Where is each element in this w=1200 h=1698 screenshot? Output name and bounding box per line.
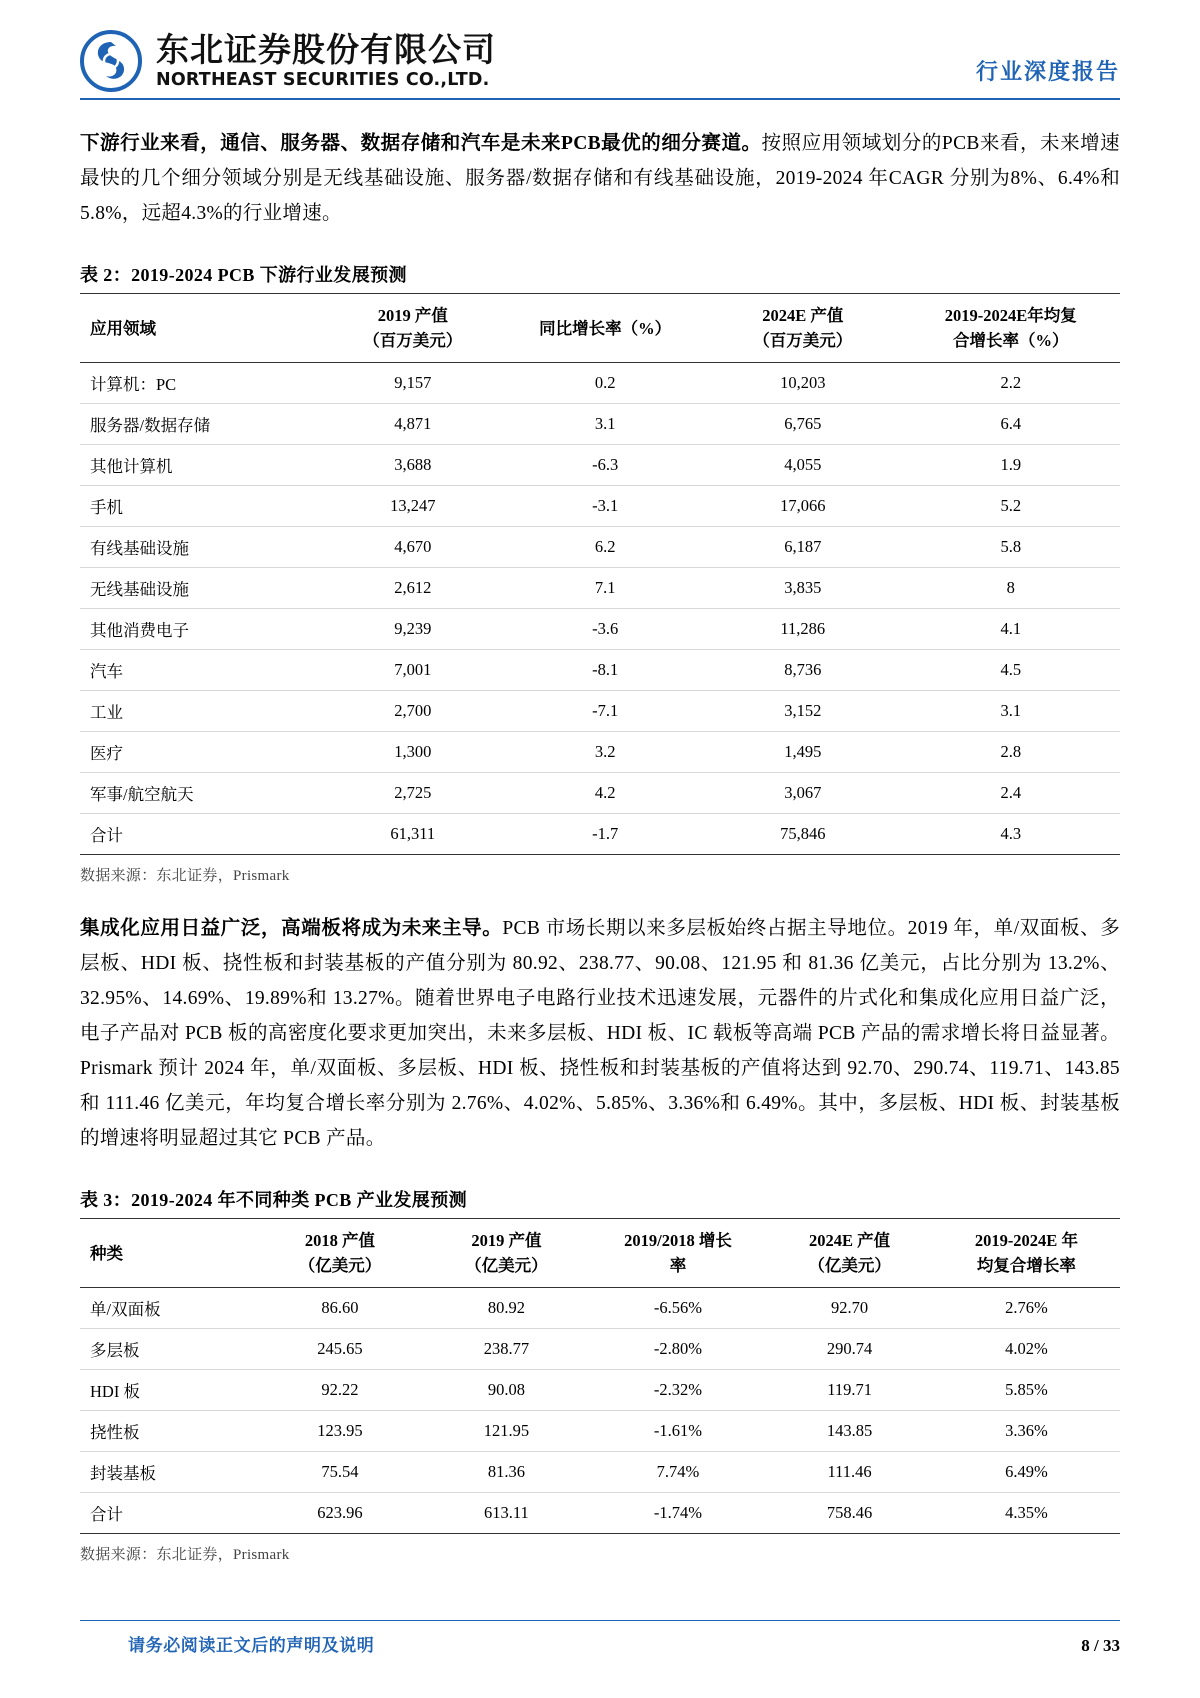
table-3-col-5-line2: 均复合增长率 [976, 1256, 1076, 1275]
table-3-col-0-line1: 种类 [90, 1243, 123, 1263]
table-3-col-1-line2: （亿美元） [298, 1256, 382, 1275]
row-value: 2,700 [319, 691, 506, 732]
row-value: 5.85% [933, 1370, 1120, 1411]
row-label: 多层板 [80, 1329, 257, 1370]
table-row [80, 568, 1120, 609]
row-value: 61,311 [319, 814, 506, 855]
row-value: 92.22 [257, 1370, 423, 1411]
row-value: 1,495 [704, 732, 902, 773]
table-3-header-row [80, 1219, 1120, 1288]
row-value: 5.2 [902, 486, 1120, 527]
table-2-col-4-line1: 2019-2024E年均复 [944, 306, 1077, 325]
mid-paragraph-lead: 集成化应用日益广泛，高端板将成为未来主导。 [80, 918, 503, 939]
row-value: 2,612 [319, 568, 506, 609]
row-value: 3,835 [704, 568, 902, 609]
table-row [80, 527, 1120, 568]
row-value: 6,765 [704, 404, 902, 445]
table-row [80, 1288, 1120, 1329]
table-row [80, 1493, 1120, 1534]
table-2-header-row [80, 294, 1120, 363]
table-row [80, 404, 1120, 445]
row-value: 623.96 [257, 1493, 423, 1534]
footer-row [80, 1631, 1120, 1656]
table-3-block [80, 1186, 1120, 1564]
row-value: 17,066 [704, 486, 902, 527]
table-2-col-4-line2: 合增长率（%） [953, 331, 1069, 350]
row-value: 123.95 [257, 1411, 423, 1452]
row-value: 3,067 [704, 773, 902, 814]
row-label: 计算机：PC [80, 363, 319, 404]
table-3-col-4 [766, 1219, 932, 1288]
row-value: 2.2 [902, 363, 1120, 404]
row-value: 86.60 [257, 1288, 423, 1329]
row-value: 6.4 [902, 404, 1120, 445]
row-value: -6.56% [590, 1288, 767, 1329]
row-value: 3.36% [933, 1411, 1120, 1452]
row-value: 3.1 [506, 404, 704, 445]
row-value: 4.2 [506, 773, 704, 814]
table-3-col-4-line2: （亿美元） [808, 1256, 891, 1275]
row-value: -1.7 [506, 814, 704, 855]
row-value: -7.1 [506, 691, 704, 732]
row-value: -3.6 [506, 609, 704, 650]
row-value: 3.1 [902, 691, 1120, 732]
row-value: 7,001 [319, 650, 506, 691]
row-value: 8 [902, 568, 1120, 609]
row-value: 75,846 [704, 814, 902, 855]
table-row [80, 1452, 1120, 1493]
row-value: 119.71 [766, 1370, 932, 1411]
row-label: 汽车 [80, 650, 319, 691]
row-value: 111.46 [766, 1452, 932, 1493]
table-2-caption: 表 2：2019-2024 PCB 下游行业发展预测 [80, 265, 407, 285]
row-value: 4,055 [704, 445, 902, 486]
row-value: 2,725 [319, 773, 506, 814]
mid-paragraph-body: PCB 市场长期以来多层板始终占据主导地位。2019 年，单/双面板、多层板、HDI 板、挠性板和封装基板的产值分别为 80.92、238.77、90.08、121.95 和 81.36 亿美元，占比分别为 13.2%、32.95%、14.69%、19.89%和 13.27%。随着世界电子电路行业技术迅速发展，元器件的片式化和集成化应用日益广泛，电子产品对 PCB 板的高密度化要求更加突出，未来多层板、HDI 板、IC 载板等高端 PCB 产品的需求增长将日益显著。 Prismark 预计 2024 年，单/双面板、多层板、HDI 板、挠性板和封装基板的产值将达到 92.70、290.74、119.71、143.85 和 111.46 亿美元，年均复合增长率分别为 2.76%、4.02%、5.85%、3.36%和 6.49%。其中，多层板、HDI 板、封装基板的增速将明显超过其它 PCB 产品。 [80, 918, 1120, 1149]
row-value: 90.08 [423, 1370, 589, 1411]
row-label: HDI 板 [80, 1370, 257, 1411]
page-number: 8 / 33 [1081, 1636, 1120, 1655]
table-3-head [80, 1219, 1120, 1288]
row-value: -2.32% [590, 1370, 767, 1411]
table-3 [80, 1218, 1120, 1534]
row-value: -1.61% [590, 1411, 767, 1452]
table-3-source: 数据来源：东北证券，Prismark [80, 1547, 290, 1563]
company-name-en: NORTHEAST SECURITIES CO.,LTD. [156, 69, 490, 90]
row-value: 11,286 [704, 609, 902, 650]
page-content [0, 126, 1200, 1564]
row-label: 单/双面板 [80, 1288, 257, 1329]
row-value: 4.5 [902, 650, 1120, 691]
table-row [80, 486, 1120, 527]
table-2-col-4 [902, 294, 1120, 363]
row-value: 6.49% [933, 1452, 1120, 1493]
row-value: 81.36 [423, 1452, 589, 1493]
row-value: 2.4 [902, 773, 1120, 814]
row-value: 10,203 [704, 363, 902, 404]
table-2-col-1-line2: （百万美元） [363, 331, 463, 350]
row-value: 613.11 [423, 1493, 589, 1534]
table-2-body [80, 363, 1120, 855]
row-value: 1,300 [319, 732, 506, 773]
table-row [80, 732, 1120, 773]
row-value: 8,736 [704, 650, 902, 691]
row-value: 6,187 [704, 527, 902, 568]
table-3-col-2-line2: （亿美元） [465, 1256, 548, 1275]
row-value: 4.1 [902, 609, 1120, 650]
row-value: 758.46 [766, 1493, 932, 1534]
row-value: 2.8 [902, 732, 1120, 773]
company-branding [80, 30, 496, 92]
row-label: 医疗 [80, 732, 319, 773]
table-2-col-2-line1: 同比增长率（%） [539, 318, 672, 338]
row-value: -3.1 [506, 486, 704, 527]
table-3-col-0 [80, 1219, 257, 1288]
table-row [80, 1329, 1120, 1370]
report-type-label: 行业深度报告 [975, 59, 1120, 84]
table-3-col-3-line1: 2019/2018 增长 [624, 1231, 732, 1250]
table-3-col-3 [590, 1219, 767, 1288]
row-value: 1.9 [902, 445, 1120, 486]
row-value: 92.70 [766, 1288, 932, 1329]
northeast-securities-logo-icon [80, 30, 142, 92]
row-label: 服务器/数据存储 [80, 404, 319, 445]
table-2-col-3 [704, 294, 902, 363]
table-row [80, 445, 1120, 486]
table-row [80, 691, 1120, 732]
row-label: 合计 [80, 1493, 257, 1534]
row-value: 0.2 [506, 363, 704, 404]
row-value: 6.2 [506, 527, 704, 568]
row-value: -1.74% [590, 1493, 767, 1534]
company-name-block [156, 29, 496, 90]
table-3-body [80, 1288, 1120, 1534]
row-value: 2.76% [933, 1288, 1120, 1329]
table-3-col-1-line1: 2018 产值 [304, 1231, 376, 1250]
table-2-head [80, 294, 1120, 363]
row-label: 其他消费电子 [80, 609, 319, 650]
row-value: 238.77 [423, 1329, 589, 1370]
row-value: -2.80% [590, 1329, 767, 1370]
row-value: 245.65 [257, 1329, 423, 1370]
row-label: 军事/航空航天 [80, 773, 319, 814]
row-value: 9,239 [319, 609, 506, 650]
table-2-col-1 [319, 294, 506, 363]
row-value: 4.35% [933, 1493, 1120, 1534]
table-2-col-0-line1: 应用领域 [90, 318, 156, 338]
table-2-col-0 [80, 294, 319, 363]
table-3-col-5-line1: 2019-2024E 年 [974, 1231, 1078, 1250]
row-value: -6.3 [506, 445, 704, 486]
row-value: 4.3 [902, 814, 1120, 855]
footer-divider [80, 1620, 1120, 1621]
table-2-block [80, 261, 1120, 885]
row-label: 无线基础设施 [80, 568, 319, 609]
table-row [80, 814, 1120, 855]
row-value: 4,871 [319, 404, 506, 445]
page-footer [80, 1620, 1120, 1656]
page-header [0, 0, 1200, 92]
table-3-col-2 [423, 1219, 589, 1288]
row-value: 121.95 [423, 1411, 589, 1452]
table-row [80, 1411, 1120, 1452]
table-row [80, 363, 1120, 404]
table-3-caption: 表 3：2019-2024 年不同种类 PCB 产业发展预测 [80, 1190, 467, 1210]
table-row [80, 1370, 1120, 1411]
row-label: 挠性板 [80, 1411, 257, 1452]
row-value: 5.8 [902, 527, 1120, 568]
row-label: 工业 [80, 691, 319, 732]
table-2-col-1-line1: 2019 产值 [377, 306, 448, 325]
row-value: 4.02% [933, 1329, 1120, 1370]
table-3-col-3-line2: 率 [669, 1256, 687, 1275]
table-2 [80, 293, 1120, 855]
mid-paragraph [80, 911, 1120, 1156]
intro-paragraph-body: 按照应用领域划分的PCB来看，未来增速最快的几个细分领域分别是无线基础设施、服务器/数据存储和有线基础设施，2019-2024 年CAGR 分别为8%、6.4%和5.8%，远超4.3%的行业增速。 [80, 133, 1120, 224]
company-name-cn: 东北证券股份有限公司 [156, 29, 496, 69]
row-value: 290.74 [766, 1329, 932, 1370]
table-3-col-5 [933, 1219, 1120, 1288]
row-value: -8.1 [506, 650, 704, 691]
intro-paragraph-lead: 下游行业来看，通信、服务器、数据存储和汽车是未来PCB最优的细分赛道。 [80, 133, 762, 154]
table-3-col-1 [257, 1219, 423, 1288]
row-value: 7.74% [590, 1452, 767, 1493]
row-value: 143.85 [766, 1411, 932, 1452]
table-row [80, 609, 1120, 650]
row-value: 3,152 [704, 691, 902, 732]
row-label: 手机 [80, 486, 319, 527]
table-row [80, 773, 1120, 814]
row-label: 其他计算机 [80, 445, 319, 486]
table-row [80, 650, 1120, 691]
row-value: 75.54 [257, 1452, 423, 1493]
header-divider [80, 98, 1120, 100]
row-value: 3.2 [506, 732, 704, 773]
row-value: 3,688 [319, 445, 506, 486]
row-value: 7.1 [506, 568, 704, 609]
row-value: 9,157 [319, 363, 506, 404]
footer-disclaimer: 请务必阅读正文后的声明及说明 [128, 1636, 375, 1655]
row-label: 合计 [80, 814, 319, 855]
row-value: 80.92 [423, 1288, 589, 1329]
row-label: 封装基板 [80, 1452, 257, 1493]
table-3-col-2-line1: 2019 产值 [471, 1231, 542, 1250]
intro-paragraph [80, 126, 1120, 231]
table-3-col-4-line1: 2024E 产值 [809, 1231, 891, 1250]
table-2-col-2 [506, 294, 704, 363]
table-2-col-3-line1: 2024E 产值 [762, 306, 844, 325]
table-2-source: 数据来源：东北证券，Prismark [80, 868, 290, 884]
table-2-col-3-line2: （百万美元） [753, 331, 853, 350]
row-value: 4,670 [319, 527, 506, 568]
row-value: 13,247 [319, 486, 506, 527]
row-label: 有线基础设施 [80, 527, 319, 568]
